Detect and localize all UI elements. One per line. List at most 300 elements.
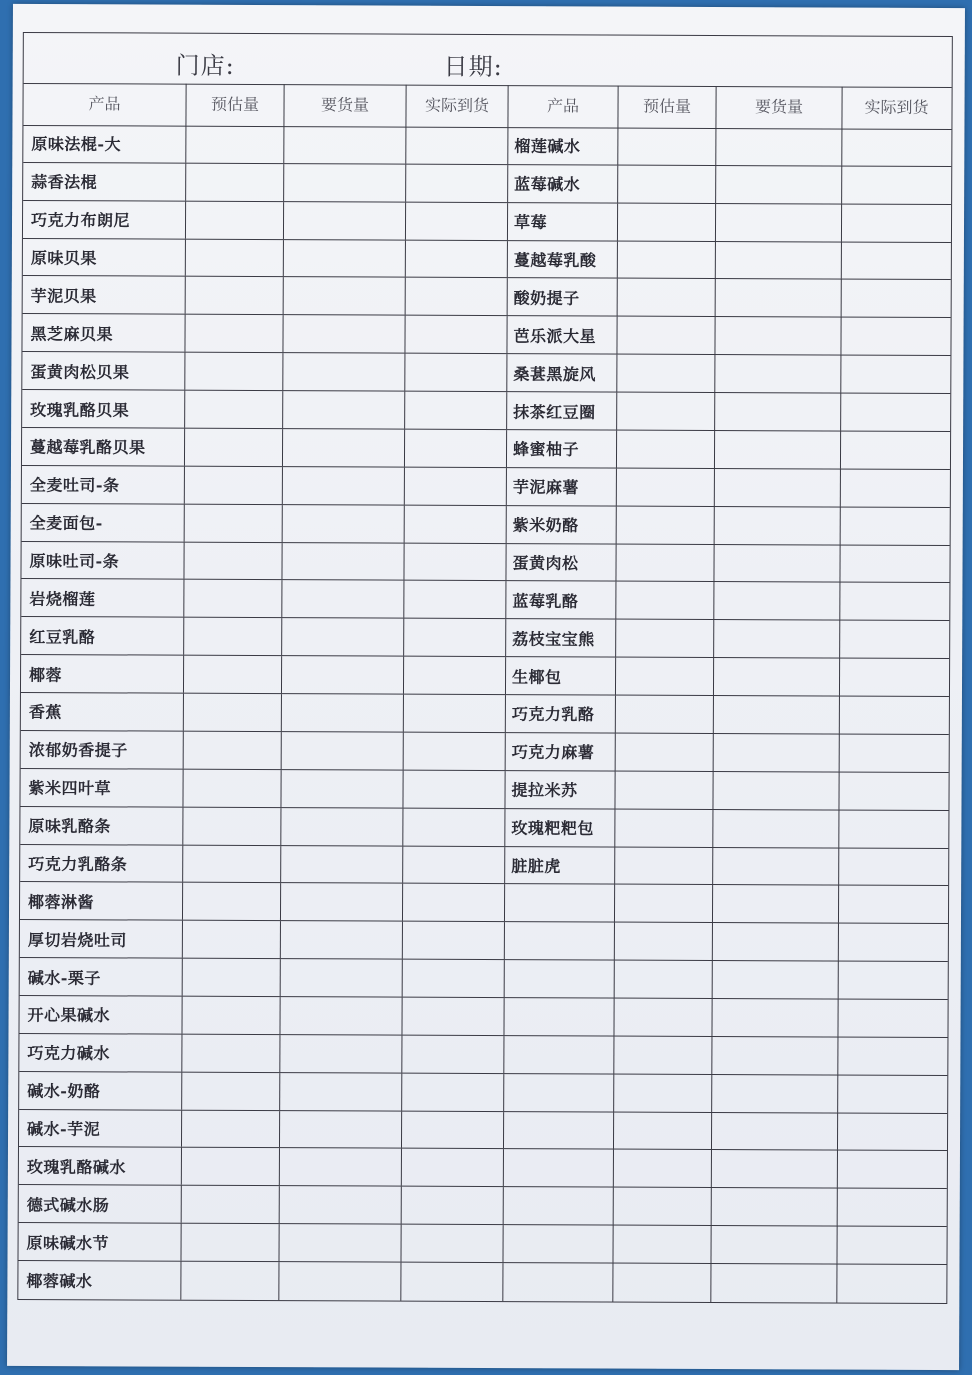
product-cell-left: [18, 1223, 181, 1261]
product-cell-left: [20, 920, 183, 958]
estimate-cell-right[interactable]: [617, 431, 715, 468]
order-cell-left[interactable]: [284, 240, 406, 277]
form-body: [18, 125, 951, 1303]
estimate-cell-left[interactable]: [184, 542, 282, 579]
actual-cell-right[interactable]: [842, 280, 950, 317]
estimate-cell-left[interactable]: [184, 618, 282, 655]
actual-cell-right[interactable]: [838, 1113, 946, 1150]
actual-cell-left[interactable]: [402, 1073, 504, 1110]
product-cell-left: [18, 1261, 181, 1300]
estimate-cell-right[interactable]: [615, 847, 713, 884]
product-name: 蔓越莓乳酪贝果: [29, 437, 146, 458]
estimate-cell-left[interactable]: [186, 164, 284, 201]
order-cell-left[interactable]: [280, 1186, 402, 1223]
actual-cell-left[interactable]: [402, 1111, 504, 1148]
estimate-cell-right[interactable]: [618, 241, 716, 278]
actual-cell-right[interactable]: [838, 1037, 946, 1074]
actual-cell-left[interactable]: [402, 1187, 504, 1224]
product-cell-right: [504, 998, 614, 1035]
estimate-cell-left[interactable]: [183, 807, 281, 844]
product-cell-right: [505, 809, 615, 846]
actual-cell-right[interactable]: [842, 129, 950, 166]
actual-cell-left[interactable]: [401, 1225, 503, 1262]
actual-cell-left[interactable]: [406, 202, 508, 239]
actual-cell-right[interactable]: [840, 621, 948, 658]
actual-cell-right[interactable]: [841, 394, 949, 431]
product-cell-right: [505, 922, 615, 959]
order-cell-right[interactable]: [715, 393, 841, 430]
estimate-cell-right[interactable]: [615, 809, 713, 846]
actual-cell-right[interactable]: [841, 432, 949, 469]
product-cell-right: [507, 354, 617, 391]
actual-cell-right[interactable]: [839, 772, 947, 809]
order-cell-left[interactable]: [282, 694, 404, 731]
table-row: [22, 504, 950, 546]
actual-cell-right[interactable]: [842, 204, 950, 241]
product-name: 德式碱水肠: [26, 1195, 110, 1215]
order-cell-left[interactable]: [280, 997, 402, 1034]
estimate-cell-right[interactable]: [617, 468, 715, 505]
order-cell-left[interactable]: [283, 315, 405, 352]
estimate-cell-left[interactable]: [181, 1262, 279, 1300]
actual-cell-right[interactable]: [839, 886, 947, 923]
actual-cell-right[interactable]: [839, 810, 947, 847]
order-cell-left[interactable]: [280, 1149, 402, 1186]
estimate-cell-right[interactable]: [616, 582, 714, 619]
product-cell-left: [21, 693, 184, 731]
order-cell-left[interactable]: [280, 1035, 402, 1072]
order-cell-right[interactable]: [714, 658, 840, 695]
product-name: 碱水-奶酪: [27, 1081, 101, 1101]
actual-cell-left[interactable]: [405, 467, 507, 504]
actual-cell-right[interactable]: [840, 659, 948, 696]
estimate-cell-right[interactable]: [618, 165, 716, 202]
actual-cell-left[interactable]: [405, 316, 507, 353]
product-cell-left: [19, 996, 182, 1034]
product-cell-left: [23, 201, 186, 239]
actual-cell-left[interactable]: [404, 733, 506, 770]
actual-cell-left[interactable]: [405, 505, 507, 542]
table-row: [20, 882, 948, 924]
actual-cell-left[interactable]: [405, 354, 507, 391]
product-name: 全麦面包-: [29, 513, 103, 533]
product-name: 紫米四叶草: [28, 778, 112, 799]
estimate-cell-left[interactable]: [185, 315, 283, 352]
estimate-cell-left[interactable]: [182, 997, 280, 1034]
estimate-cell-left[interactable]: [185, 391, 283, 428]
estimate-cell-right[interactable]: [616, 658, 714, 695]
order-cell-left[interactable]: [280, 1073, 402, 1110]
order-cell-right[interactable]: [713, 810, 839, 847]
actual-cell-left[interactable]: [404, 657, 506, 694]
product-name: 蓝莓乳酪: [512, 591, 579, 611]
order-cell-left[interactable]: [281, 846, 403, 883]
estimate-cell-right[interactable]: [617, 506, 715, 543]
actual-cell-right[interactable]: [837, 1227, 945, 1264]
estimate-cell-left[interactable]: [183, 921, 281, 958]
product-cell-right: [508, 241, 618, 278]
actual-cell-left[interactable]: [403, 846, 505, 883]
product-name: 草莓: [513, 212, 548, 232]
order-cell-right[interactable]: [716, 242, 842, 279]
actual-cell-left[interactable]: [404, 581, 506, 618]
actual-cell-left[interactable]: [403, 808, 505, 845]
estimate-cell-left[interactable]: [185, 353, 283, 390]
product-name: 碱水-芋泥: [27, 1119, 101, 1139]
order-cell-left[interactable]: [281, 883, 403, 920]
estimate-cell-right[interactable]: [615, 961, 713, 998]
estimate-cell-left[interactable]: [184, 732, 282, 769]
col-header-product-left: 产品: [23, 83, 186, 126]
order-cell-right[interactable]: [716, 204, 842, 241]
actual-cell-right[interactable]: [838, 1189, 946, 1226]
order-cell-right[interactable]: [711, 1264, 837, 1302]
product-name: 岩烧榴莲: [29, 589, 96, 609]
estimate-cell-left[interactable]: [186, 239, 284, 276]
order-cell-left[interactable]: [283, 467, 405, 504]
estimate-cell-left[interactable]: [183, 959, 281, 996]
product-cell-right: [508, 203, 618, 240]
estimate-cell-right[interactable]: [617, 317, 715, 354]
estimate-cell-right[interactable]: [613, 1264, 711, 1302]
product-cell-right: [506, 695, 616, 732]
product-cell-right: [507, 392, 617, 429]
order-cell-right[interactable]: [713, 923, 839, 960]
estimate-cell-right[interactable]: [613, 1226, 711, 1263]
actual-cell-left[interactable]: [404, 619, 506, 656]
col-header-actual-right: 实际到货: [864, 97, 929, 117]
product-cell-right: [506, 657, 616, 694]
actual-cell-left[interactable]: [405, 392, 507, 429]
product-name: 巧克力碱水: [27, 1043, 110, 1064]
actual-cell-left[interactable]: [406, 240, 508, 277]
product-name: 原味吐司-条: [29, 551, 120, 571]
estimate-cell-left[interactable]: [186, 126, 284, 163]
order-cell-right[interactable]: [715, 355, 841, 392]
order-cell-right[interactable]: [716, 166, 842, 203]
product-name: 榴莲碱水: [514, 137, 581, 157]
product-name: 蒜香法棍: [31, 172, 98, 193]
actual-cell-left[interactable]: [403, 922, 505, 959]
estimate-cell-right[interactable]: [616, 733, 714, 770]
estimate-cell-right[interactable]: [617, 355, 715, 392]
estimate-cell-right[interactable]: [618, 279, 716, 316]
order-cell-left[interactable]: [284, 164, 406, 201]
estimate-cell-left[interactable]: [182, 1148, 280, 1185]
order-cell-right[interactable]: [711, 1226, 837, 1263]
product-name: 厚切岩烧吐司: [27, 930, 127, 950]
estimate-cell-left[interactable]: [186, 201, 284, 238]
order-cell-right[interactable]: [716, 128, 842, 165]
product-name: 芋泥贝果: [30, 286, 97, 306]
actual-cell-right[interactable]: [842, 166, 950, 203]
actual-cell-left[interactable]: [402, 1149, 504, 1186]
estimate-cell-right[interactable]: [615, 923, 713, 960]
product-name: 荔枝宝宝熊: [512, 629, 595, 649]
table-row: [20, 769, 948, 811]
order-cell-right[interactable]: [715, 431, 841, 468]
product-cell-left: [23, 163, 186, 201]
product-cell-left: [21, 579, 184, 617]
order-cell-left[interactable]: [281, 921, 403, 958]
actual-cell-right[interactable]: [839, 962, 947, 999]
order-cell-right[interactable]: [712, 999, 838, 1036]
product-cell-right: [505, 960, 615, 997]
actual-cell-right[interactable]: [840, 583, 948, 620]
product-cell-right: [508, 127, 618, 164]
order-cell-left[interactable]: [284, 126, 406, 163]
order-cell-left[interactable]: [280, 1111, 402, 1148]
order-cell-right[interactable]: [712, 1037, 838, 1074]
estimate-cell-right[interactable]: [614, 1112, 712, 1149]
product-cell-right: [508, 279, 618, 316]
actual-cell-right[interactable]: [841, 507, 949, 544]
estimate-cell-left[interactable]: [184, 580, 282, 617]
estimate-cell-right[interactable]: [618, 128, 716, 165]
estimate-cell-right[interactable]: [614, 999, 712, 1036]
product-name: 巧克力布朗尼: [30, 210, 131, 231]
product-name: 紫米奶酪: [512, 515, 579, 536]
order-cell-left[interactable]: [281, 808, 403, 845]
product-cell-right: [503, 1263, 613, 1301]
product-name: 红豆乳酪: [29, 627, 96, 647]
product-name: 全麦吐司-条: [29, 475, 120, 496]
actual-cell-left[interactable]: [404, 695, 506, 732]
order-cell-left[interactable]: [279, 1224, 401, 1261]
estimate-cell-right[interactable]: [618, 203, 716, 240]
product-cell-left: [21, 731, 184, 769]
actual-cell-right[interactable]: [840, 697, 948, 734]
product-cell-right: [507, 506, 617, 543]
product-name: 巧克力麻薯: [511, 742, 595, 763]
order-cell-left[interactable]: [281, 959, 403, 996]
estimate-cell-left[interactable]: [185, 429, 283, 466]
product-cell-left: [20, 958, 183, 996]
table-row: [19, 996, 947, 1038]
table-row: [21, 731, 949, 773]
estimate-cell-left[interactable]: [183, 883, 281, 920]
store-label: 门店:: [175, 51, 235, 80]
table-row: [19, 1034, 947, 1076]
product-cell-right: [506, 733, 616, 770]
order-cell-left[interactable]: [282, 581, 404, 618]
actual-cell-right[interactable]: [841, 469, 949, 506]
order-cell-left[interactable]: [284, 202, 406, 239]
order-cell-right[interactable]: [715, 317, 841, 354]
product-cell-right: [507, 430, 617, 467]
estimate-cell-right[interactable]: [615, 885, 713, 922]
table-row: [22, 314, 950, 356]
actual-cell-left[interactable]: [401, 1263, 503, 1301]
order-cell-right[interactable]: [712, 1075, 838, 1112]
product-name: 椰蓉: [29, 665, 63, 685]
estimate-cell-right[interactable]: [614, 1188, 712, 1225]
order-cell-left[interactable]: [284, 278, 406, 315]
estimate-cell-right[interactable]: [616, 544, 714, 581]
estimate-cell-left[interactable]: [183, 845, 281, 882]
actual-cell-left[interactable]: [403, 960, 505, 997]
actual-cell-right[interactable]: [838, 1075, 946, 1112]
estimate-cell-right[interactable]: [614, 1074, 712, 1111]
col-header-estimate-right: 预估量: [618, 86, 716, 128]
table-row: [21, 579, 949, 621]
product-name: 浓郁奶香提子: [28, 740, 128, 761]
product-name: 玫瑰乳酪碱水: [26, 1157, 126, 1177]
product-cell-right: [504, 1074, 614, 1111]
product-name: 抹茶红豆圈: [513, 402, 596, 422]
product-cell-left: [22, 314, 185, 352]
order-cell-left[interactable]: [282, 656, 404, 693]
estimate-cell-left[interactable]: [182, 1072, 280, 1109]
table-row: [22, 428, 950, 470]
order-cell-right[interactable]: [714, 582, 840, 619]
actual-cell-right[interactable]: [842, 242, 950, 279]
estimate-cell-right[interactable]: [614, 1036, 712, 1073]
product-name: 黑芝麻贝果: [30, 324, 114, 344]
product-name: 芭乐派大星: [513, 326, 597, 346]
order-cell-left[interactable]: [281, 770, 403, 807]
actual-cell-left[interactable]: [406, 127, 508, 164]
product-cell-right: [508, 165, 618, 202]
table-row: [22, 352, 950, 394]
order-cell-right[interactable]: [713, 885, 839, 922]
product-cell-left: [20, 807, 183, 845]
order-cell-right[interactable]: [715, 507, 841, 544]
estimate-cell-right[interactable]: [616, 620, 714, 657]
table-row: [20, 958, 948, 1000]
actual-cell-right[interactable]: [838, 1000, 946, 1037]
column-header-row: [23, 83, 951, 130]
order-cell-right[interactable]: [715, 469, 841, 506]
product-name: 蔓越莓乳酸: [513, 250, 597, 271]
table-row: [20, 807, 948, 849]
product-name: 香蕉: [28, 702, 62, 723]
order-cell-right[interactable]: [714, 545, 840, 582]
product-cell-right: [503, 1225, 613, 1262]
product-cell-right: [506, 619, 616, 656]
product-cell-left: [20, 844, 183, 882]
order-cell-right[interactable]: [714, 620, 840, 657]
actual-cell-left[interactable]: [406, 165, 508, 202]
col-header-estimate-left: 预估量: [186, 84, 284, 126]
actual-cell-right[interactable]: [839, 848, 947, 885]
paper-sheet: [7, 4, 965, 1370]
product-name: 蓝莓碱水: [514, 174, 581, 195]
table-row: [20, 920, 948, 962]
product-cell-left: [22, 466, 185, 504]
product-cell-left: [22, 390, 185, 428]
actual-cell-right[interactable]: [838, 1151, 946, 1188]
actual-cell-left[interactable]: [403, 884, 505, 921]
product-name: 原味法棍-大: [31, 134, 122, 155]
order-cell-right[interactable]: [716, 279, 842, 316]
order-cell-right[interactable]: [714, 696, 840, 733]
estimate-cell-right[interactable]: [615, 771, 713, 808]
estimate-cell-left[interactable]: [183, 769, 281, 806]
estimate-cell-left[interactable]: [181, 1224, 279, 1261]
product-name: 酸奶提子: [513, 288, 580, 308]
actual-cell-left[interactable]: [405, 430, 507, 467]
product-name: 提拉米苏: [511, 780, 578, 801]
actual-cell-right[interactable]: [841, 356, 949, 393]
col-header-order-left: 要货量: [284, 84, 406, 127]
actual-cell-right[interactable]: [841, 318, 949, 355]
order-cell-right[interactable]: [713, 772, 839, 809]
order-cell-left[interactable]: [279, 1262, 401, 1300]
product-cell-right: [504, 1150, 614, 1187]
table-row: [23, 276, 951, 318]
product-name: 巧克力乳酪条: [28, 854, 128, 874]
actual-cell-left[interactable]: [402, 998, 504, 1035]
order-cell-left[interactable]: [282, 732, 404, 769]
order-cell-right[interactable]: [712, 1113, 838, 1150]
order-cell-right[interactable]: [712, 1150, 838, 1187]
actual-cell-right[interactable]: [840, 545, 948, 582]
product-cell-left: [21, 655, 184, 693]
table-row: [19, 1147, 947, 1189]
order-cell-right[interactable]: [714, 734, 840, 771]
product-name: 蜂蜜柚子: [512, 439, 580, 460]
table-row: [21, 617, 949, 659]
product-cell-right: [507, 316, 617, 353]
actual-cell-left[interactable]: [403, 770, 505, 807]
order-cell-right[interactable]: [712, 1188, 838, 1225]
estimate-cell-left[interactable]: [182, 1186, 280, 1223]
estimate-cell-right[interactable]: [617, 393, 715, 430]
order-cell-left[interactable]: [282, 543, 404, 580]
product-name: 脏脏虎: [511, 856, 561, 876]
actual-cell-left[interactable]: [402, 1036, 504, 1073]
product-cell-left: [20, 882, 183, 920]
product-cell-left: [21, 542, 184, 580]
product-cell-left: [19, 1110, 182, 1148]
estimate-cell-left[interactable]: [185, 467, 283, 504]
order-cell-left[interactable]: [283, 429, 405, 466]
actual-cell-right[interactable]: [840, 734, 948, 771]
actual-cell-left[interactable]: [404, 543, 506, 580]
actual-cell-right[interactable]: [839, 924, 947, 961]
order-cell-left[interactable]: [283, 353, 405, 390]
estimate-cell-left[interactable]: [184, 694, 282, 731]
estimate-cell-left[interactable]: [186, 277, 284, 314]
product-name: 椰蓉淋酱: [28, 892, 95, 912]
estimate-cell-right[interactable]: [616, 696, 714, 733]
order-cell-right[interactable]: [713, 961, 839, 998]
estimate-cell-right[interactable]: [614, 1150, 712, 1187]
actual-cell-left[interactable]: [406, 278, 508, 315]
product-cell-right: [504, 1112, 614, 1149]
table-row: [23, 239, 951, 281]
table-row: [19, 1185, 947, 1227]
product-cell-left: [21, 617, 184, 655]
product-name: 碱水-栗子: [27, 968, 101, 988]
col-header-actual-left: 实际到货: [406, 85, 508, 127]
estimate-cell-left[interactable]: [184, 656, 282, 693]
estimate-cell-left[interactable]: [185, 504, 283, 541]
table-row: [19, 1072, 947, 1114]
table-row: [21, 542, 949, 584]
table-row: [18, 1223, 946, 1265]
estimate-cell-left[interactable]: [182, 1110, 280, 1147]
order-cell-left[interactable]: [283, 391, 405, 428]
product-cell-right: [505, 847, 615, 884]
order-cell-left[interactable]: [282, 618, 404, 655]
estimate-cell-left[interactable]: [182, 1035, 280, 1072]
actual-cell-right[interactable]: [837, 1265, 945, 1303]
order-cell-left[interactable]: [283, 505, 405, 542]
order-cell-right[interactable]: [713, 848, 839, 885]
product-cell-right: [506, 582, 616, 619]
